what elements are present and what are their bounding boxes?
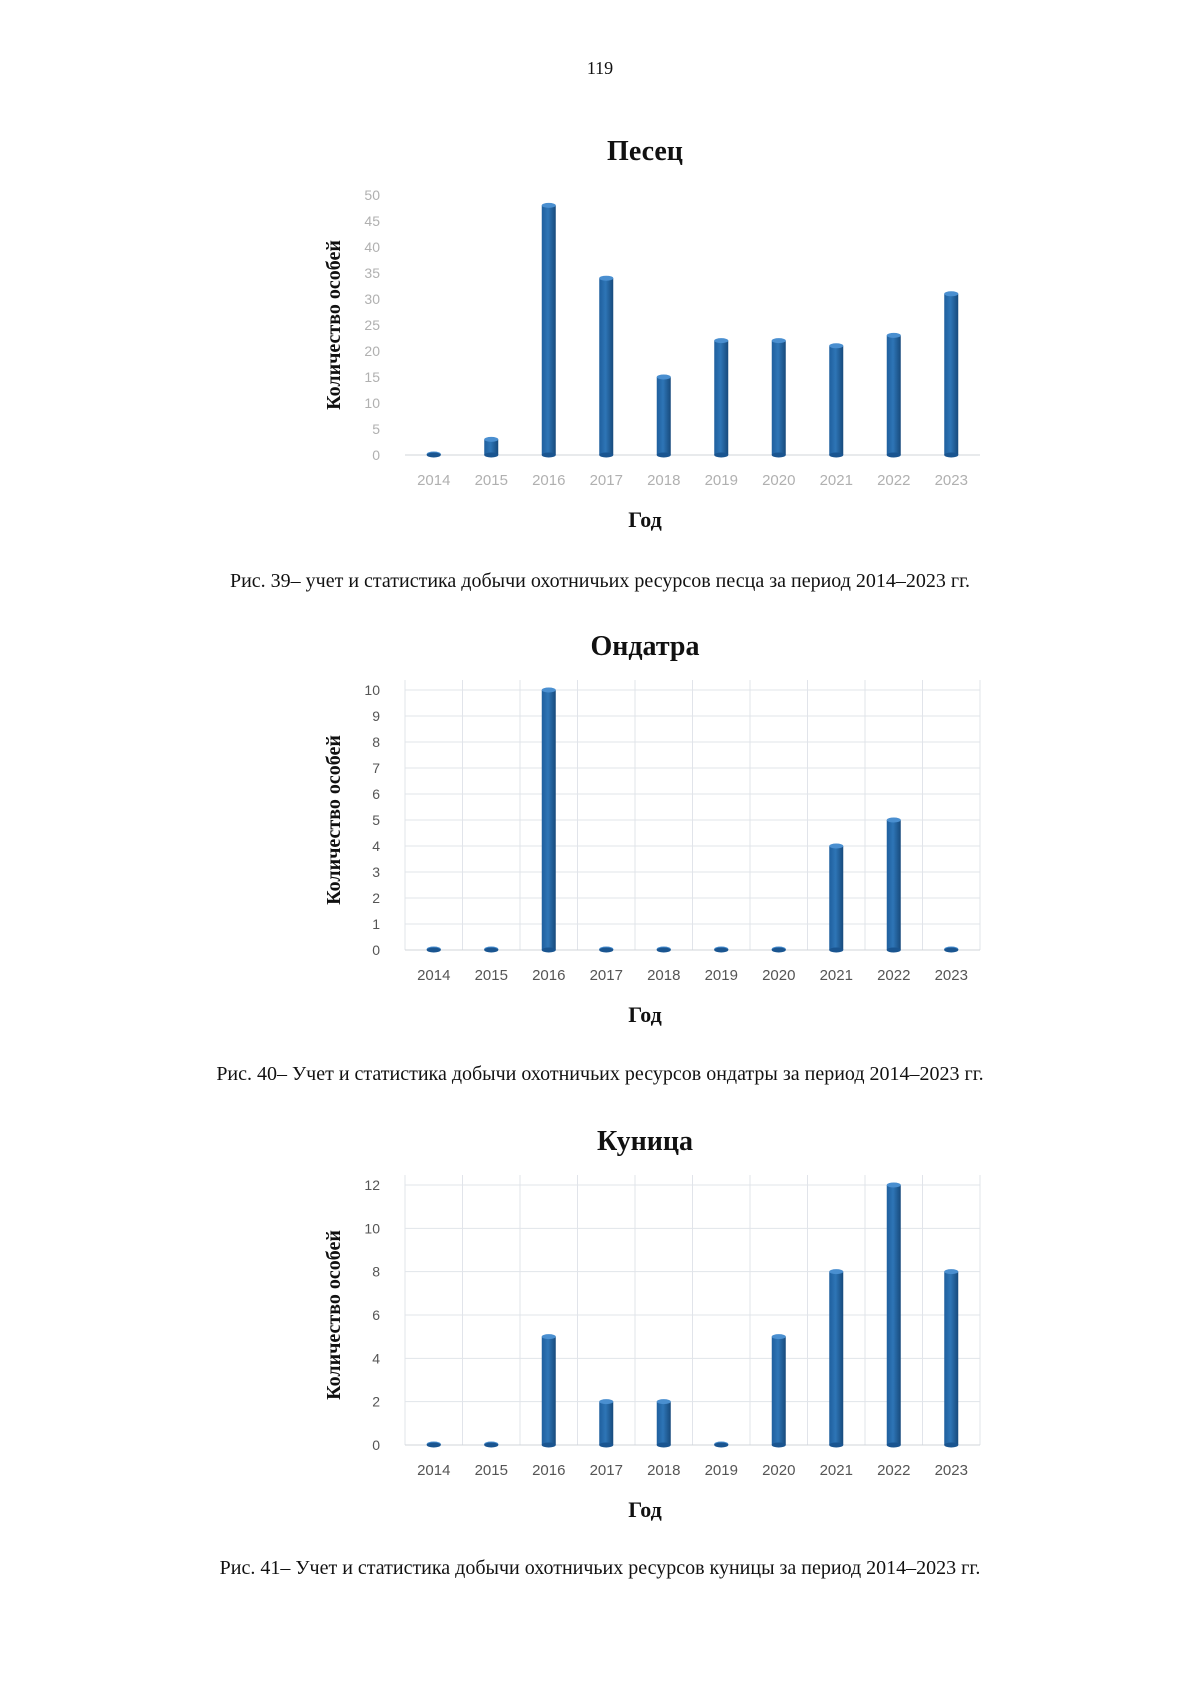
x-tick-label: 2021	[819, 472, 853, 489]
y-tick-label: 0	[372, 942, 380, 958]
bar-top	[829, 1269, 843, 1274]
y-tick-label: 2	[372, 890, 380, 906]
x-tick-label: 2019	[704, 1462, 738, 1479]
caption-fig-40: Рис. 40– Учет и статистика добычи охотничьих ресурсов ондатры за период 2014–2023 гг.	[216, 1063, 984, 1085]
bar	[944, 294, 958, 455]
bar-top	[944, 1269, 958, 1274]
bar-base	[484, 948, 498, 953]
bar-base	[427, 453, 441, 458]
chart-title: Ондатра	[590, 631, 700, 662]
x-tick-label: 2016	[532, 472, 566, 489]
y-tick-label: 50	[364, 187, 380, 203]
x-tick-label: 2020	[762, 967, 796, 984]
caption-fig-41: Рис. 41– Учет и статистика добычи охотничьих ресурсов куницы за период 2014–2023 гг.	[219, 1557, 981, 1579]
y-tick-label: 10	[364, 395, 380, 411]
bar-top	[599, 276, 613, 281]
y-tick-label: 9	[372, 708, 380, 724]
x-tick-label: 2023	[934, 1462, 968, 1479]
y-tick-label: 5	[372, 812, 380, 828]
bar	[772, 1337, 786, 1445]
x-axis-label: Год	[628, 1002, 662, 1027]
x-tick-label: 2023	[934, 472, 968, 489]
y-tick-label: 25	[364, 317, 380, 333]
page-number: 119	[586, 58, 614, 78]
chart-pesets	[280, 120, 1010, 560]
x-tick-label: 2022	[877, 1462, 911, 1479]
y-tick-label: 7	[372, 760, 380, 776]
bar-base	[829, 453, 843, 458]
bar-top	[772, 1334, 786, 1339]
bar-base	[599, 1443, 613, 1448]
x-tick-label: 2019	[704, 967, 738, 984]
bar-base	[829, 948, 843, 953]
x-tick-label: 2014	[417, 967, 451, 984]
chart-svg	[280, 1110, 1010, 1550]
y-tick-label: 45	[364, 213, 380, 229]
bar	[944, 1272, 958, 1445]
bar-base	[944, 453, 958, 458]
y-tick-label: 4	[372, 838, 380, 854]
y-tick-label: 4	[372, 1350, 380, 1367]
bar-base	[714, 453, 728, 458]
bar-base	[427, 1443, 441, 1448]
x-tick-label: 2022	[877, 967, 911, 984]
bar-top	[944, 291, 958, 296]
chart-svg	[280, 615, 1010, 1055]
y-tick-label: 20	[364, 343, 380, 359]
y-tick-label: 8	[372, 734, 380, 750]
x-tick-label: 2015	[474, 1462, 508, 1479]
y-tick-label: 10	[364, 682, 380, 698]
x-tick-label: 2015	[474, 967, 508, 984]
y-tick-label: 3	[372, 864, 380, 880]
chart-kunitsa	[280, 1110, 1010, 1550]
bar-base	[887, 453, 901, 458]
bar	[829, 346, 843, 455]
y-axis-label: Количество особей	[323, 1230, 345, 1400]
chart-title: Куница	[596, 1126, 694, 1157]
y-tick-label: 10	[364, 1220, 380, 1237]
bar	[599, 1402, 613, 1445]
y-tick-label: 1	[372, 916, 380, 932]
y-tick-label: 12	[364, 1177, 380, 1193]
x-tick-label: 2020	[762, 1462, 796, 1479]
x-tick-label: 2014	[417, 472, 451, 489]
bar-base	[772, 948, 786, 953]
chart-ondatra	[280, 615, 1010, 1055]
bar-base	[427, 948, 441, 953]
bar-base	[887, 948, 901, 953]
bar-top	[829, 844, 843, 849]
y-tick-label: 5	[372, 421, 380, 437]
x-tick-label: 2016	[532, 967, 566, 984]
bar-base	[657, 453, 671, 458]
bar	[657, 377, 671, 455]
bar-base	[484, 453, 498, 458]
x-axis-label: Год	[628, 1497, 662, 1522]
chart-title: Песец	[607, 136, 683, 167]
bar-base	[542, 453, 556, 458]
bar-base	[599, 948, 613, 953]
y-axis-label: Количество особей	[323, 735, 345, 905]
bar-base	[657, 1443, 671, 1448]
y-tick-label: 35	[364, 265, 380, 281]
bar-base	[887, 1443, 901, 1448]
x-tick-label: 2017	[589, 967, 623, 984]
bar	[772, 341, 786, 455]
x-tick-label: 2016	[532, 1462, 566, 1479]
bar-top	[542, 203, 556, 208]
bar	[829, 846, 843, 950]
y-tick-label: 0	[372, 1437, 380, 1453]
y-tick-label: 0	[372, 447, 380, 463]
bar-base	[484, 1443, 498, 1448]
bar-top	[657, 375, 671, 380]
bar	[887, 335, 901, 455]
x-tick-label: 2017	[589, 1462, 623, 1479]
bar-base	[772, 1443, 786, 1448]
x-tick-label: 2014	[417, 1462, 451, 1479]
x-tick-label: 2021	[819, 1462, 853, 1479]
bar	[542, 205, 556, 455]
x-tick-label: 2017	[589, 472, 623, 489]
x-tick-label: 2022	[877, 472, 911, 489]
bar-top	[887, 333, 901, 338]
bar-base	[542, 1443, 556, 1448]
y-tick-label: 6	[372, 786, 380, 802]
x-tick-label: 2018	[647, 472, 681, 489]
bar-top	[484, 437, 498, 442]
y-tick-label: 30	[364, 291, 380, 307]
x-tick-label: 2015	[474, 472, 508, 489]
x-tick-label: 2023	[934, 967, 968, 984]
bar	[829, 1272, 843, 1445]
bar-top	[599, 1399, 613, 1404]
bar	[599, 278, 613, 455]
x-tick-label: 2020	[762, 472, 796, 489]
bar	[887, 820, 901, 950]
bar-base	[657, 948, 671, 953]
y-tick-label: 40	[364, 239, 380, 255]
bar-base	[599, 453, 613, 458]
bar-top	[542, 1334, 556, 1339]
bar-top	[772, 338, 786, 343]
y-tick-label: 6	[372, 1307, 380, 1323]
bar-top	[829, 343, 843, 348]
x-tick-label: 2019	[704, 472, 738, 489]
bar-top	[714, 338, 728, 343]
bar-base	[772, 453, 786, 458]
x-tick-label: 2018	[647, 1462, 681, 1479]
bar-top	[657, 1399, 671, 1404]
bar	[714, 341, 728, 455]
y-tick-label: 2	[372, 1393, 380, 1410]
y-tick-label: 8	[372, 1263, 380, 1280]
bar-base	[944, 1443, 958, 1448]
bar-top	[887, 1183, 901, 1188]
bar-top	[887, 818, 901, 823]
caption-fig-39: Рис. 39– учет и статистика добычи охотничьих ресурсов песца за период 2014–2023 гг.	[229, 570, 971, 592]
bar-base	[829, 1443, 843, 1448]
x-axis-label: Год	[628, 507, 662, 532]
y-tick-label: 15	[364, 369, 380, 385]
bar-base	[714, 1443, 728, 1448]
bar	[542, 690, 556, 950]
bar-base	[944, 948, 958, 953]
bar	[657, 1402, 671, 1445]
bar	[542, 1337, 556, 1445]
y-axis-label: Количество особей	[323, 240, 345, 410]
bar-top	[542, 688, 556, 693]
x-tick-label: 2021	[819, 967, 853, 984]
bar	[887, 1185, 901, 1445]
bar-base	[542, 948, 556, 953]
x-tick-label: 2018	[647, 967, 681, 984]
chart-svg	[280, 120, 1010, 560]
bar-base	[714, 948, 728, 953]
